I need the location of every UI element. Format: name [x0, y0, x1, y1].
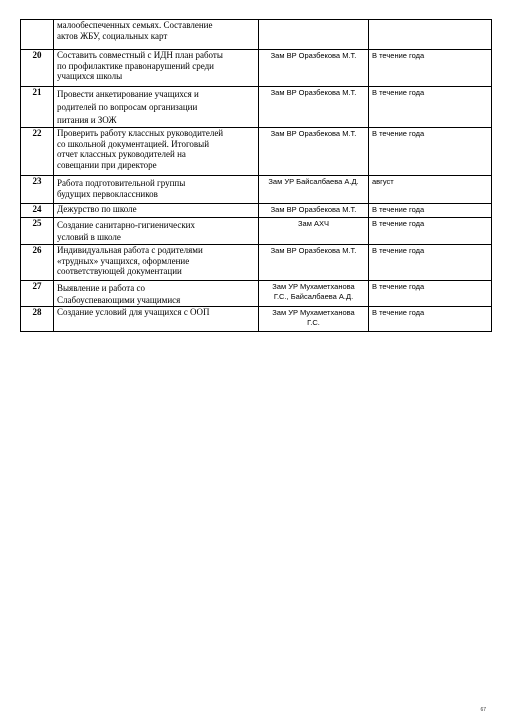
responsible-cell [259, 20, 369, 50]
term-cell: август [369, 176, 492, 204]
term-cell: В течение года [369, 218, 492, 245]
task-cell: Выявление и работа со Слабоуспевающими учащимися [54, 281, 259, 307]
term-cell: В течение года [369, 281, 492, 307]
table-row [21, 204, 492, 218]
responsible-cell: Зам ВР Оразбекова М.Т. [259, 50, 369, 87]
responsible-cell: Зам УР Мухаметханова Г.С., Байсалбаева А.Д. [259, 281, 369, 307]
responsible-cell: Зам УР Мухаметханова Г.С. [259, 307, 369, 332]
row-number: 20 [21, 50, 54, 87]
page-number: 67 [480, 707, 486, 713]
table-row [21, 176, 492, 204]
responsible-cell: Зам ВР Оразбекова М.Т. [259, 204, 369, 218]
table-row [21, 87, 492, 128]
responsible-cell: Зам ВР Оразбекова М.Т. [259, 87, 369, 128]
task-cell: Дежурство по школе [54, 204, 259, 218]
term-cell: В течение года [369, 128, 492, 176]
row-number: 23 [21, 176, 54, 204]
table-row [21, 218, 492, 245]
responsible-cell: Зам ВР Оразбекова М.Т. [259, 128, 369, 176]
task-cell: Проверить работу классных руководителей со школьной документацией. Итоговый отчет классных руководителей на совещании при директоре [54, 128, 259, 176]
table-row [21, 128, 492, 176]
table-row [21, 20, 492, 50]
table-row [21, 307, 492, 332]
term-cell: В течение года [369, 50, 492, 87]
row-number: 27 [21, 281, 54, 307]
table-row [21, 245, 492, 281]
term-cell: В течение года [369, 204, 492, 218]
row-number: 21 [21, 87, 54, 128]
term-cell [369, 20, 492, 50]
row-number [21, 20, 54, 50]
task-cell: Работа подготовительной группы будущих первоклассников [54, 176, 259, 204]
plan-table [20, 19, 492, 332]
responsible-cell: Зам ВР Оразбекова М.Т. [259, 245, 369, 281]
task-cell: Провести анкетирование учащихся и родителей по вопросам организации питания и ЗОЖ [54, 87, 259, 128]
responsible-cell: Зам АХЧ [259, 218, 369, 245]
task-cell: Создание санитарно-гигиенических условий в школе [54, 218, 259, 245]
row-number: 22 [21, 128, 54, 176]
row-number: 26 [21, 245, 54, 281]
table-row [21, 50, 492, 87]
task-cell: Создание условий для учащихся с ООП [54, 307, 259, 332]
row-number: 28 [21, 307, 54, 332]
row-number: 24 [21, 204, 54, 218]
term-cell: В течение года [369, 307, 492, 332]
task-cell: Индивидуальная работа с родителями «трудных» учащихся, оформление соответствующей документации [54, 245, 259, 281]
responsible-cell: Зам УР Байсалбаева А.Д. [259, 176, 369, 204]
term-cell: В течение года [369, 87, 492, 128]
table-row [21, 281, 492, 307]
task-cell: Составить совместный с ИДН план работы по профилактике правонарушений среди учащихся школы [54, 50, 259, 87]
row-number: 25 [21, 218, 54, 245]
task-cell: малообеспеченных семьях. Составление актов ЖБУ, социальных карт [54, 20, 259, 50]
term-cell: В течение года [369, 245, 492, 281]
